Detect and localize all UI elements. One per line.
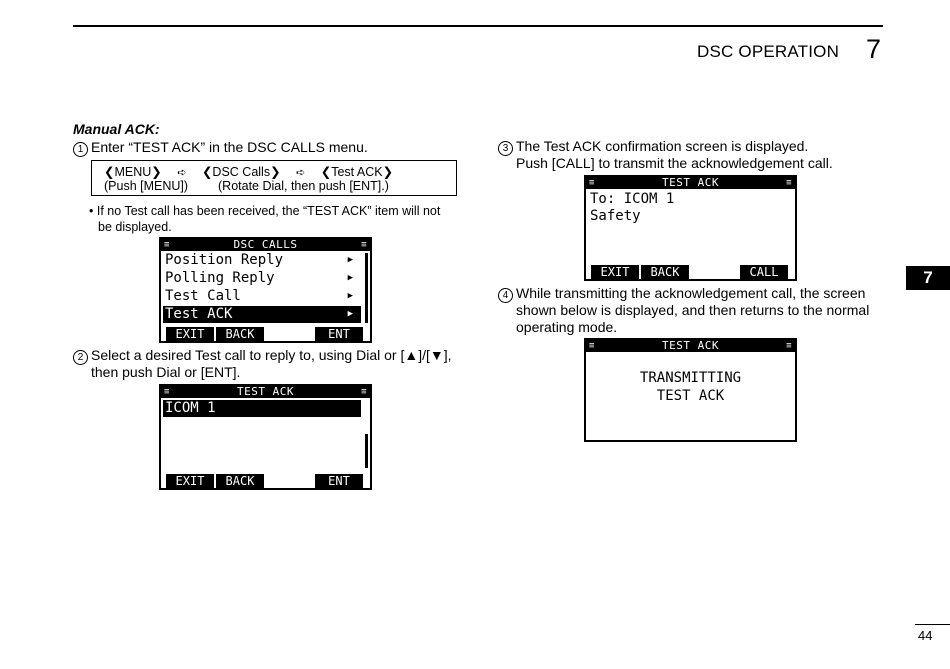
step-4-line-1: While transmitting the acknowledgement call, the screen xyxy=(516,285,866,301)
menu-item-test-ack: Test ACK ▶ xyxy=(163,306,361,323)
lcd-title-bar xyxy=(586,340,795,352)
top-rule xyxy=(73,25,883,27)
step-4-line-3: operating mode. xyxy=(516,319,618,335)
key-hint-rotate-dial: (Rotate Dial, then push [ENT].) xyxy=(218,179,389,193)
step-2-line-2: then push Dial or [ENT]. xyxy=(91,364,241,380)
triangle-right-icon: ▶ xyxy=(347,291,353,301)
key-hint-push-menu: (Push [MENU]) xyxy=(104,179,189,193)
note-bullet: • xyxy=(89,204,94,218)
softkey-call: CALL xyxy=(740,265,788,279)
menu-item-position-reply: Position Reply ▶ xyxy=(165,252,353,268)
lcd-title: TEST ACK xyxy=(662,339,719,352)
left-column xyxy=(73,121,463,157)
lcd-title-bar xyxy=(161,386,370,398)
arrow-right-icon: ➪ xyxy=(296,167,306,179)
step-3-line-2: Push [CALL] to transmit the acknowledgement call. xyxy=(516,155,833,171)
menu-icon: ≡ xyxy=(589,341,595,351)
step-3-line-1: The Test ACK confirmation screen is displayed. xyxy=(516,138,809,154)
softkey-exit: EXIT xyxy=(591,265,639,279)
key-test-ack: ❮Test ACK❯ xyxy=(320,165,394,179)
step-2-line-1: Select a desired Test call to reply to, using Dial or [▲]/[▼], xyxy=(91,347,452,363)
step-1 xyxy=(73,139,463,157)
manual-ack-heading: Manual ACK: xyxy=(73,121,160,137)
triangle-right-icon: ▶ xyxy=(347,309,353,319)
step-4-line-2: shown below is displayed, and then returns to the normal xyxy=(516,302,870,318)
lcd-title-bar xyxy=(161,239,370,251)
lcd-test-ack-line: TEST ACK xyxy=(656,388,725,404)
chapter-side-tab: 7 xyxy=(906,266,950,290)
lcd-to-line: To: ICOM 1 xyxy=(590,191,675,207)
softkey-ent: ENT xyxy=(315,327,363,341)
menu-icon: ≡ xyxy=(589,178,595,188)
note-line-1: If no Test call has been received, the “TEST ACK” item will not xyxy=(96,204,441,218)
softkey-back: BACK xyxy=(216,327,264,341)
menu-icon: ≡ xyxy=(786,341,792,351)
lcd-title: TEST ACK xyxy=(662,176,719,189)
menu-icon: ≡ xyxy=(361,240,367,250)
step-2-number: 2 xyxy=(73,350,88,365)
step-3 xyxy=(498,138,883,172)
lcd-title: TEST ACK xyxy=(237,385,294,398)
key-dsc-calls: ❮DSC Calls❯ xyxy=(201,165,281,179)
lcd-title-bar xyxy=(586,177,795,189)
softkey-exit: EXIT xyxy=(166,474,214,488)
page-number: 44 xyxy=(918,628,933,643)
softkey-back: BACK xyxy=(216,474,264,488)
step-1-number: 1 xyxy=(73,142,88,157)
lcd-dsc-calls xyxy=(159,237,372,343)
step-2 xyxy=(73,347,463,381)
arrow-right-icon: ➪ xyxy=(177,167,187,179)
softkey-ent: ENT xyxy=(315,474,363,488)
lcd-title: DSC CALLS xyxy=(233,238,298,251)
menu-icon: ≡ xyxy=(164,387,170,397)
list-item-icom-1: ICOM 1 xyxy=(163,400,361,417)
scrollbar xyxy=(365,253,368,323)
step-4 xyxy=(498,285,883,336)
menu-item-polling-reply: Polling Reply ▶ xyxy=(165,270,353,286)
step-1-text: Enter “TEST ACK” in the DSC CALLS menu. xyxy=(91,139,368,155)
chapter-number: 7 xyxy=(866,34,882,64)
menu-icon: ≡ xyxy=(164,240,170,250)
note xyxy=(89,203,457,235)
lcd-test-ack-list xyxy=(159,384,372,490)
menu-item-test-call: Test Call ▶ xyxy=(165,288,353,304)
softkey-exit: EXIT xyxy=(166,327,214,341)
page-number-rule xyxy=(915,624,950,625)
lcd-transmitting xyxy=(584,338,797,442)
step-4-number: 4 xyxy=(498,288,513,303)
lcd-transmitting-line: TRANSMITTING xyxy=(639,370,742,386)
triangle-right-icon: ▶ xyxy=(347,273,353,283)
step-3-number: 3 xyxy=(498,141,513,156)
lcd-test-ack-confirm xyxy=(584,175,797,281)
menu-icon: ≡ xyxy=(361,387,367,397)
softkey-back: BACK xyxy=(641,265,689,279)
menu-icon: ≡ xyxy=(786,178,792,188)
note-line-2: be displayed. xyxy=(98,220,172,234)
triangle-right-icon: ▶ xyxy=(347,255,353,265)
lcd-category-line: Safety xyxy=(590,208,641,224)
scrollbar xyxy=(365,434,368,468)
key-menu: ❮MENU❯ xyxy=(104,165,162,179)
key-sequence-box xyxy=(91,160,457,196)
section-title: DSC OPERATION xyxy=(697,42,840,61)
